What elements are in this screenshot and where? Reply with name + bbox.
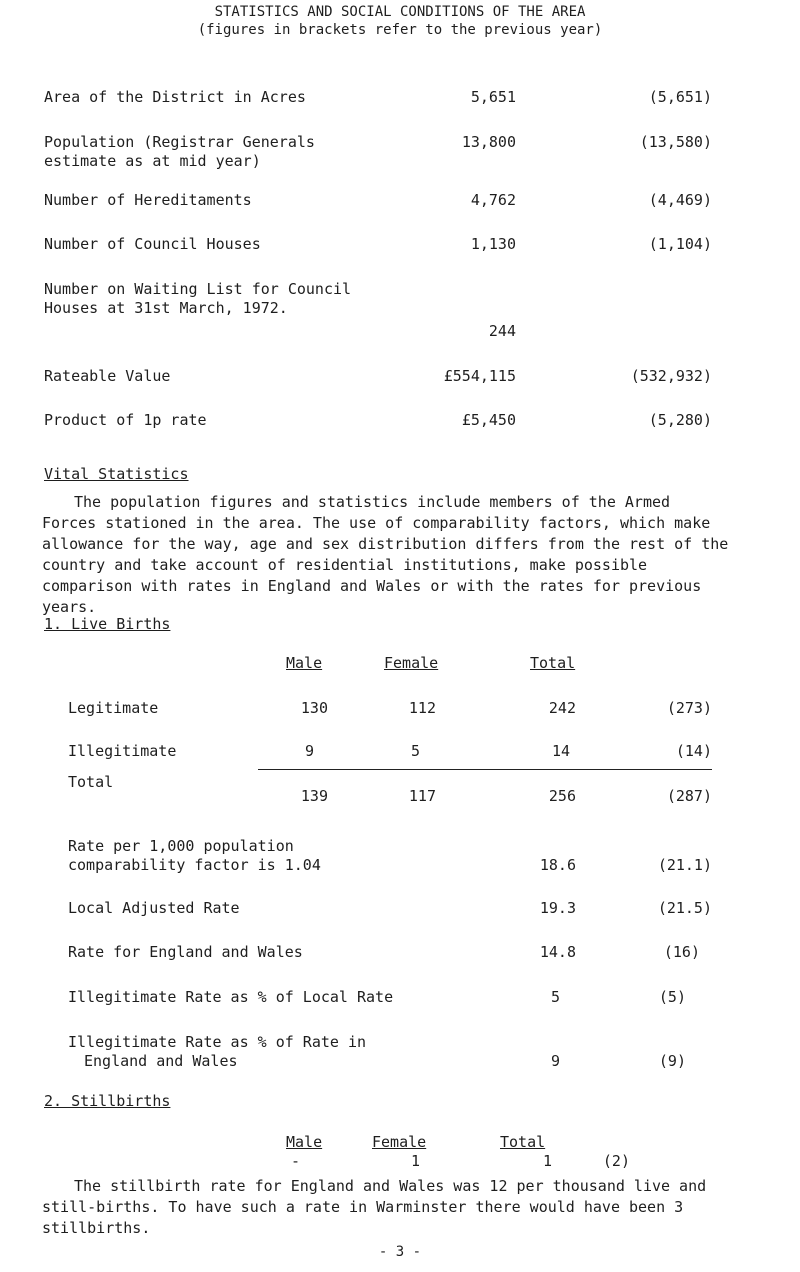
stat-prev: (4,469) — [648, 191, 712, 209]
row-label: Total — [68, 773, 114, 791]
live-births-heading — [44, 615, 170, 633]
live-births-heading-text: 1. Live Births — [44, 615, 171, 633]
rate-prev: (9) — [658, 1052, 686, 1070]
stat-value: 1,130 — [470, 235, 516, 253]
vital-statistics-heading: Vital Statistics — [44, 465, 189, 483]
row-label: Illegitimate — [68, 742, 177, 760]
cell-prev: (14) — [675, 742, 712, 760]
stat-label: Number of Hereditaments — [44, 191, 252, 209]
stillbirths-heading-text: 2. Stillbirths — [44, 1092, 171, 1110]
rate-value: 5 — [550, 988, 560, 1006]
stillbirths-heading — [44, 1092, 170, 1110]
cell-total: 242 — [548, 699, 576, 717]
cell-prev: (287) — [666, 787, 712, 805]
stat-label: Area of the District in Acres — [44, 88, 306, 106]
column-header-total: Total — [530, 654, 576, 672]
cell-female: 1 — [410, 1152, 420, 1170]
cell-total: 14 — [551, 742, 570, 760]
stat-prev: (5,651) — [648, 88, 712, 106]
rate-value: 18.6 — [539, 856, 576, 874]
rate-value: 14.8 — [539, 943, 576, 961]
rate-value: 19.3 — [539, 899, 576, 917]
stat-prev: (5,280) — [648, 411, 712, 429]
page-title: STATISTICS AND SOCIAL CONDITIONS OF THE AREA — [214, 4, 586, 20]
stat-value: 5,651 — [470, 88, 516, 106]
cell-prev: (2) — [602, 1152, 630, 1170]
stat-value: 4,762 — [470, 191, 516, 209]
page-subtitle: (figures in brackets refer to the previous year) — [197, 22, 603, 38]
stat-value: £5,450 — [461, 411, 516, 429]
column-header-male: Male — [286, 654, 323, 672]
stat-prev: (532,932) — [630, 367, 712, 385]
stat-label: Population (Registrar Generals — [44, 133, 315, 151]
column-header-total: Total — [500, 1133, 546, 1151]
stat-label: Number on Waiting List for Council — [44, 280, 352, 298]
row-label: Legitimate — [68, 699, 159, 717]
stat-label: Rateable Value — [44, 367, 171, 385]
rate-prev: (16) — [663, 943, 700, 961]
cell-prev: (273) — [666, 699, 712, 717]
rate-prev: (21.5) — [657, 899, 712, 917]
cell-female: 117 — [408, 787, 436, 805]
column-header-male: Male — [286, 1133, 323, 1151]
rate-label: England and Wales — [84, 1052, 238, 1070]
cell-female: 112 — [408, 699, 436, 717]
stillbirths-paragraph: The stillbirth rate for England and Wales was 12 per thousand live and still-births. To have such a rate in Warminster there would have been 3 stillbirths. — [42, 1177, 707, 1237]
rate-label: Rate per 1,000 population — [68, 837, 294, 855]
cell-female: 5 — [410, 742, 420, 760]
stat-prev: (13,580) — [639, 133, 712, 151]
rate-value: 9 — [550, 1052, 560, 1070]
rate-label: Illegitimate Rate as % of Local Rate — [68, 988, 394, 1006]
rate-label: Local Adjusted Rate — [68, 899, 240, 917]
stat-value: £554,115 — [443, 367, 516, 385]
page-number: - 3 - — [378, 1244, 422, 1260]
stat-label: Number of Council Houses — [44, 235, 261, 253]
cell-total: 1 — [542, 1152, 552, 1170]
stat-label: Houses at 31st March, 1972. — [44, 299, 288, 317]
vital-statistics-paragraph: The population figures and statistics include members of the Armed Forces stationed in the area. The use of comparability factors, which make allowance for the way, age and sex distribution differs from the rest of the country and take account of residential institutions, make possible comparison with rates in England and Wales or with the rates for previous years. — [42, 493, 729, 616]
total-rule — [258, 769, 712, 770]
rate-prev: (5) — [658, 988, 686, 1006]
cell-male: 9 — [304, 742, 314, 760]
cell-male: 139 — [300, 787, 328, 805]
stat-label: Product of 1p rate — [44, 411, 207, 429]
cell-male: 130 — [300, 699, 328, 717]
column-header-female: Female — [372, 1133, 427, 1151]
rate-label: Illegitimate Rate as % of Rate in — [68, 1033, 367, 1051]
stat-value: 244 — [488, 322, 516, 340]
rate-label: comparability factor is 1.04 — [68, 856, 321, 874]
stat-prev: (1,104) — [648, 235, 712, 253]
stat-label: estimate as at mid year) — [44, 152, 261, 170]
column-header-female: Female — [384, 654, 439, 672]
cell-male: - — [290, 1152, 300, 1170]
rate-prev: (21.1) — [657, 856, 712, 874]
rate-label: Rate for England and Wales — [68, 943, 303, 961]
stat-value: 13,800 — [461, 133, 516, 151]
cell-total: 256 — [548, 787, 576, 805]
